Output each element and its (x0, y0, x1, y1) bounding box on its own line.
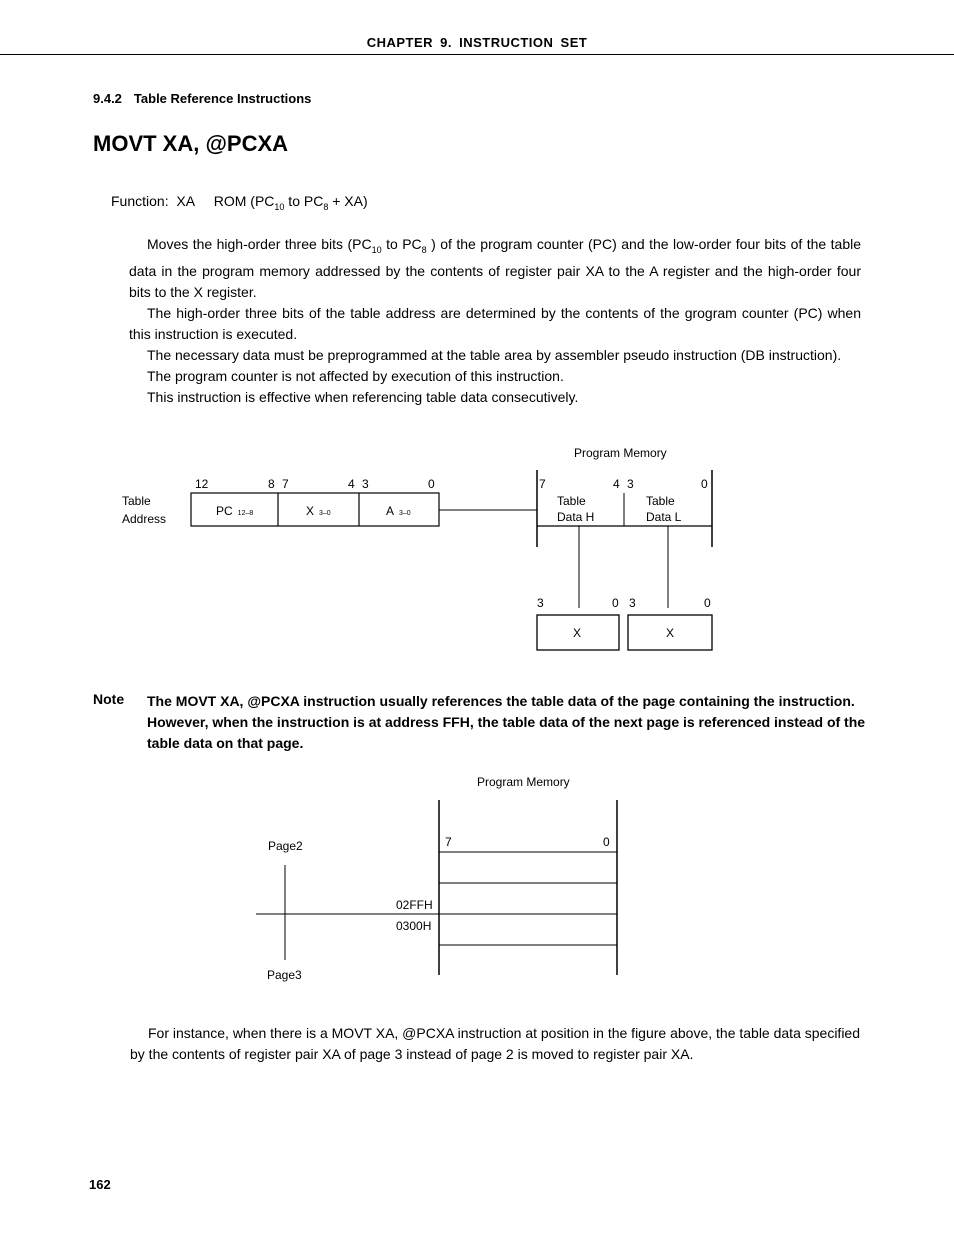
p1-part-c: ) of the program counter (PC) and the low-order four bits of the table data in the program memory addressed by the contents of register pair XA to the A register and the high-order four bits to the X register. (129, 236, 862, 300)
pm-bit-0: 0 (701, 477, 708, 491)
reg-bit-0b: 0 (704, 596, 711, 610)
function-prefix: Function: XA (111, 193, 199, 209)
footer-text: For instance, when there is a MOVT XA, @PCXA instruction at position in the figure above, the table data specified by the contents of register pair XA of page 3 instead of page 2 is moved to register pair XA. (130, 1025, 861, 1062)
page-number: 162 (89, 1177, 111, 1192)
table-address-label-1: Table (122, 494, 151, 508)
section-title: Table Reference Instructions (133, 91, 312, 106)
p1-sub1: 10 (371, 244, 382, 255)
address-02ffh: 02FFH (396, 898, 433, 912)
function-rom: ROM (PC (198, 193, 275, 209)
dest-register-left-label: X (573, 626, 582, 640)
page2-label: Page2 (268, 839, 303, 853)
a-field-label: A 3–0 (386, 504, 411, 518)
pm-bit-4: 4 (613, 477, 620, 491)
bit-12: 12 (195, 477, 209, 491)
reg-bit-3a: 3 (537, 596, 544, 610)
memory2-bit-0: 0 (603, 835, 610, 849)
function-sub1: 10 (274, 201, 285, 212)
instruction-title: MOVT XA, @PCXA (93, 131, 289, 156)
description-p2: The high-order three bits of the table address are determined by the contents of the grogram counter (PC) when this instruction is executed. (129, 304, 861, 342)
reg-bit-3b: 3 (629, 596, 636, 610)
footer-paragraph (130, 1023, 860, 1065)
table-data-h-1: Table (557, 494, 586, 508)
bit-4: 4 (348, 477, 355, 491)
x-field-label: X 3–0 (306, 504, 331, 518)
function-sub2: 8 (323, 201, 329, 212)
description-p4: The program counter is not affected by execution of this instruction. (147, 367, 564, 384)
dest-register-right-label: X (666, 626, 675, 640)
table-address-label-2: Address (122, 512, 167, 526)
p1-sub2: 8 (421, 244, 427, 255)
function-suffix: + XA) (328, 193, 368, 209)
address-0300h: 0300H (396, 919, 432, 933)
program-memory-label-2: Program Memory (477, 775, 570, 789)
description-p3: The necessary data must be preprogrammed at the table area by assembler pseudo instruction (DB instruction). (147, 346, 842, 363)
p1-part-a: Moves the high-order three bits (PC (147, 236, 372, 252)
bit-8: 8 (268, 477, 275, 491)
pm-bit-7: 7 (539, 477, 546, 491)
program-memory-label-1: Program Memory (574, 446, 667, 460)
reg-bit-0a: 0 (612, 596, 619, 610)
description-p5: This instruction is effective when referencing table data consecutively. (147, 388, 579, 405)
memory2-bit-7: 7 (445, 835, 452, 849)
note-label: Note (93, 691, 125, 707)
table-data-l-1: Table (646, 494, 675, 508)
table-data-l-2: Data L (646, 510, 682, 524)
p1-part-b: to PC (381, 236, 422, 252)
table-data-h-2: Data H (557, 510, 595, 524)
note-text: The MOVT XA, @PCXA instruction usually references the table data of the page containing the instruction. However, when the instruction is at address FFH, the table data of the next page is referenced instead of the table data on that page. (147, 693, 866, 751)
page3-label: Page3 (267, 968, 302, 982)
bit-0: 0 (428, 477, 435, 491)
pc-field-label: PC 12–8 (216, 504, 254, 518)
bit-3: 3 (362, 477, 369, 491)
function-to: to PC (284, 193, 324, 209)
section-number: 9.4.2 (93, 91, 122, 106)
bit-7: 7 (282, 477, 289, 491)
pm-bit-3: 3 (627, 477, 634, 491)
chapter-header: CHAPTER 9. INSTRUCTION SET (366, 35, 588, 50)
